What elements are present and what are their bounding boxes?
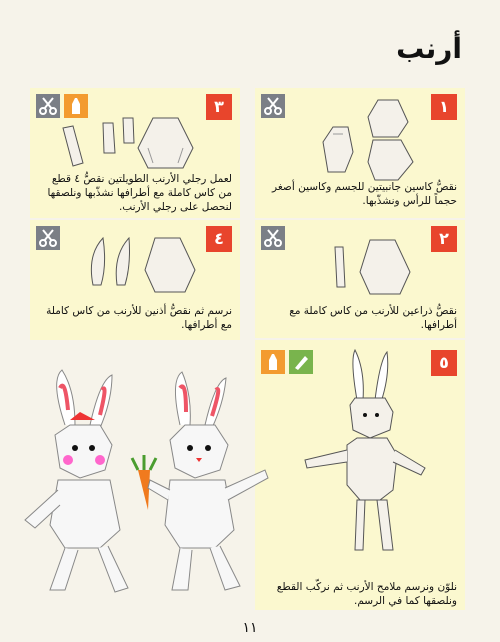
- scissors-icon: [261, 226, 285, 250]
- panel-step-4: [30, 218, 240, 340]
- step-4-caption: نرسم ثم نقصُّ أذنين للأرنب من كاس كاملة مع أطرافها.: [46, 305, 232, 331]
- step-number-5: ٥: [431, 350, 457, 376]
- assembled-rabbit-outline: [295, 350, 445, 570]
- panel-step-3: [30, 88, 240, 218]
- scissors-icon: [36, 226, 60, 250]
- page-title: أرنب: [396, 32, 462, 65]
- body-pieces-illustration: [313, 92, 433, 182]
- panel-step-2: [255, 218, 465, 340]
- step-number-3: ٣: [206, 94, 232, 120]
- panel-step-5: [255, 338, 465, 610]
- arms-pieces-illustration: [325, 232, 425, 302]
- step-1-caption: نقصُّ كاسين جانبيتين للجسم وكاسين أصغر حجماً للرأس ونشذّبها.: [272, 181, 457, 207]
- finished-rabbits-illustration: [20, 370, 270, 595]
- step-number-4: ٤: [206, 226, 232, 252]
- scissors-icon: [261, 94, 285, 118]
- step-number-1: ١: [431, 94, 457, 120]
- step-2-caption: نقصُّ ذراعين للأرنب من كاس كاملة مع أطرافها.: [289, 305, 457, 331]
- panel-step-1: [255, 88, 465, 218]
- step-number-2: ٢: [431, 226, 457, 252]
- step-5-caption: نلوّن ونرسم ملامح الأرنب ثم نركّب القطع ونلصقها كما في الرسم.: [276, 581, 457, 607]
- step-3-caption: لعمل رجلي الأرنب الطويلتين نقصُّ ٤ قطع من كاس كاملة مع أطرافها نشذّبها ونلصقها لنحصل على رجلي الأرنب.: [47, 173, 232, 213]
- scissors-icon: [36, 94, 60, 118]
- page-number: ١١: [242, 620, 258, 636]
- ears-pieces-illustration: [85, 230, 215, 300]
